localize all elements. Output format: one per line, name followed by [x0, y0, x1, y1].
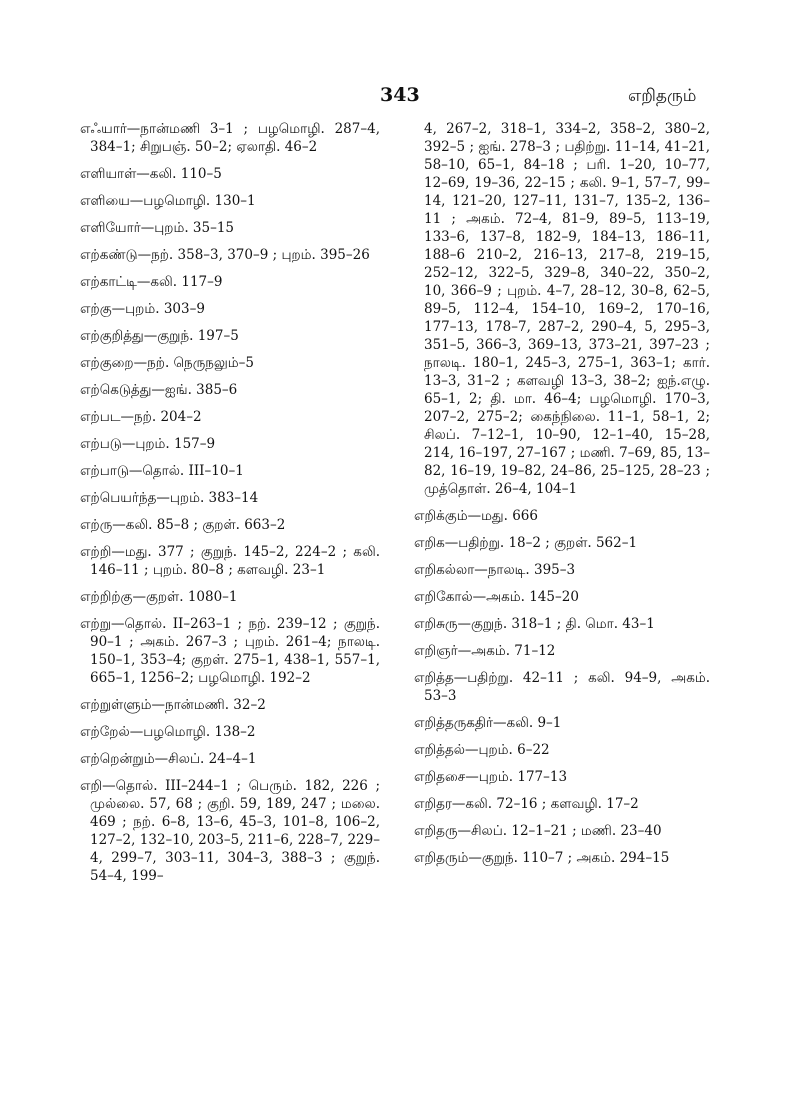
- index-entry: எறிசுரு—குறுந். 318–1 ; தி. மொ. 43–1: [414, 616, 655, 632]
- index-entry: எற்குறித்து—குறுந். 197–5: [80, 328, 239, 344]
- index-entry: எளியாள்—கலி. 110–5: [80, 166, 222, 182]
- index-entry: எற்ரு—கலி. 85–8 ; குறள். 663–2: [80, 517, 286, 533]
- index-entry: எற்கு—புறம். 303–9: [80, 301, 205, 317]
- index-entry: எளியோர்—புறம். 35–15: [80, 220, 235, 236]
- index-entry: எறிதசை—புறம். 177–13: [414, 769, 568, 785]
- index-entry: 4, 267–2, 318–1, 334–2, 358–2, 380–2, 392–5 ; ஐங். 278–3 ; பதிற்று. 11–14, 41–21, 58–10, 65–1, 84–18 ; பரி. 1–20, 10–77, 12–69, 19–36, 22–15 ; கலி. 9–1, 57–7, 99–14, 121–20, 127–11, 131–7, 135–2, 136–11 ; அகம். 72–4, 81–9, 89–5, 113–19, 133–6, 137–8, 182–9, 184–13, 186–11, 188–6 210–2, 216–13, 217–8, 219–15, 252–12, 322–5, 329–8, 340–22, 350–2, 10, 366–9 ; புறம். 4–7, 28–12, 30–8, 62–5, 89–5, 112–4, 154–10, 169–2, 170–16, 177–13, 178–7, 287–2, 290–4, 5, 295–3, 351–5, 366–3, 369–13, 373–21, 397–23 ; நாலடி. 180–1, 245–3, 275–1, 363–1; கார். 13–3, 31–2 ; களவழி 13–3, 38–2; ஐந்.எழு. 65–1, 2; தி. மா. 46–4; பழமொழி. 170–3, 207–2, 275–2; கைந்நிலை. 11–1, 58–1, 2; சிலப். 7–12–1, 10–90, 12–1–40, 15–28, 214, 16–197, 27–167 ; மணி. 7–69, 85, 13–82, 16–19, 19–82, 24–86, 25–125, 28–23 ; முத்தொள். 26–4, 104–1: [424, 121, 710, 497]
- index-entry: எறிக—பதிற்று. 18–2 ; குறள். 562–1: [414, 535, 638, 551]
- index-entry: எறித்தல்—புறம். 6–22: [414, 742, 550, 758]
- index-entry: எறிதரும்—குறுந். 110–7 ; அகம். 294–15: [414, 850, 670, 866]
- index-entry: எறிகோல்—அகம். 145–20: [414, 589, 579, 605]
- running-head: எறிதரும்: [628, 86, 697, 106]
- index-entry: எறித்த—பதிற்று. 42–11 ; கலி. 94–9, அகம். 53–3: [414, 670, 710, 704]
- index-entry: எறித்தருகதிர்—கலி. 9–1: [414, 715, 562, 731]
- index-entry: எற்று—தொல். II–263–1 ; நற். 239–12 ; குறுந். 90–1 ; அகம். 267–3 ; புறம். 261–4; நாலடி. 150–1, 353–4; குறள். 275–1, 438–1, 557–1, 665–1, 1256–2; பழமொழி. 192–2: [80, 616, 380, 686]
- index-entry: எற்படு—புறம். 157–9: [80, 436, 216, 452]
- index-column-left: [80, 120, 380, 894]
- index-entry: எற்றுள்ளும்—நான்மணி. 32–2: [80, 697, 266, 713]
- index-entry: எற்பெயர்ந்த—புறம். 383–14: [80, 490, 259, 506]
- index-entry: எற்றென்றும்—சிலப். 24–4–1: [80, 751, 257, 767]
- index-entry: எற்பாடு—தொல். III–10–1: [80, 463, 244, 479]
- index-entry: எற்றேல்—பழமொழி. 138–2: [80, 724, 256, 740]
- index-entry: எற்காட்டி—கலி. 117–9: [80, 274, 223, 290]
- index-entry: எறிகல்லா—நாலடி. 395–3: [414, 562, 576, 578]
- index-entry: எற்குறை—நற். நெருநலும்–5: [80, 355, 254, 371]
- index-entry: எற்கெடுத்து—ஐங். 385–6: [80, 382, 238, 398]
- index-entry: எறிக்கும்—மது. 666: [414, 508, 538, 524]
- index-entry: எறிதரு—சிலப். 12–1–21 ; மணி. 23–40: [414, 823, 662, 839]
- index-entry: எற்றிற்கு—குறள். 1080–1: [80, 589, 238, 605]
- index-entry: எற்றி—மது. 377 ; குறுந். 145–2, 224–2 ; கலி. 146–11 ; புறம். 80–8 ; களவழி. 23–1: [80, 544, 380, 578]
- index-entry: எளியை—பழமொழி. 130–1: [80, 193, 256, 209]
- index-entry: எறிதர—கலி. 72–16 ; களவழி. 17–2: [414, 796, 639, 812]
- index-entry: எஃயார்—நான்மணி 3–1 ; பழமொழி. 287–4, 384–1; சிறுபஞ். 50–2; ஏலாதி. 46–2: [80, 121, 380, 155]
- index-entry: எறி—தொல். III–244–1 ; பெரும். 182, 226 ; முல்லை. 57, 68 ; குறி. 59, 189, 247 ; மலை. 469 ; நற். 6–8, 13–6, 45–3, 101–8, 106–2, 127–2, 132–10, 203–5, 211–6, 228–7, 229–4, 299–7, 303–11, 304–3, 388–3 ; குறுந். 54–4, 199–: [80, 778, 380, 884]
- index-entry: எற்கண்டு—நற். 358–3, 370–9 ; புறம். 395–26: [80, 247, 370, 263]
- index-column-right: [414, 120, 710, 876]
- index-entry: எறிஞர்—அகம். 71–12: [414, 643, 556, 659]
- page-number: 343: [380, 84, 420, 106]
- index-entry: எற்பட—நற். 204–2: [80, 409, 202, 425]
